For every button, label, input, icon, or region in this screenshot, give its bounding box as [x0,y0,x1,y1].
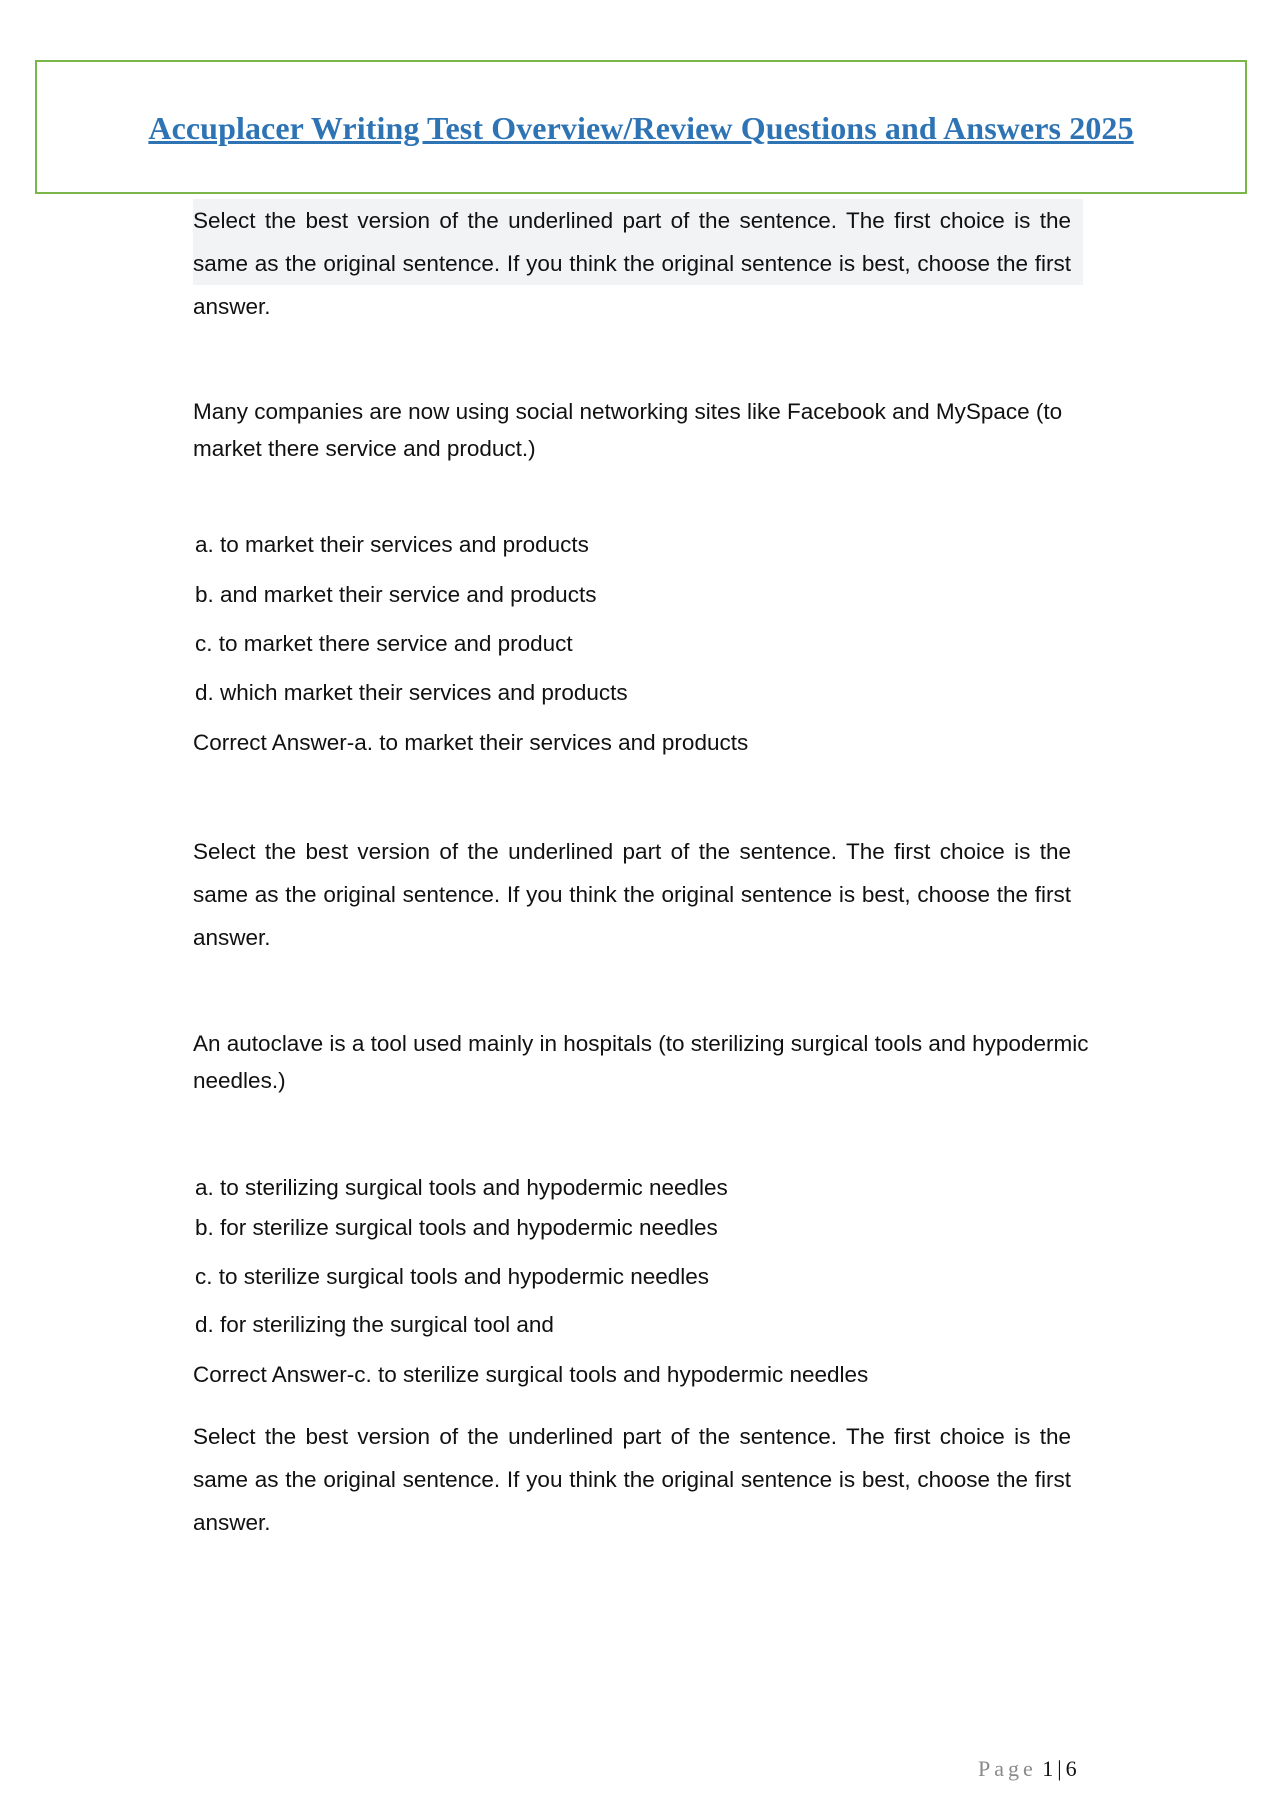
document-title: Accuplacer Writing Test Overview/Review Questions and Answers 2025 [148,110,1134,146]
instruction-1: Select the best version of the underlined part of the sentence. The first choice is the same as the original sentence. If you think the original sentence is best, choose the first answer. [193,199,1083,328]
question-2-option-d: d. for sterilizing the surgical tool and [195,1312,554,1337]
question-2-option-b: b. for sterilize surgical tools and hypodermic needles [195,1215,718,1240]
instruction-3: Select the best version of the underlined part of the sentence. The first choice is the same as the original sentence. If you think the original sentence is best, choose the first answer. [193,1424,1071,1535]
question-2-option-a: a. to sterilizing surgical tools and hypodermic needles [195,1175,728,1200]
question-1-answer: Correct Answer-a. to market their services and products [193,730,749,755]
question-1-option-b: b. and market their service and products [195,582,597,607]
question-1-option-d: d. which market their services and products [195,680,628,705]
page-total: 6 [1065,1756,1077,1781]
question-1-option-a: a. to market their services and products [195,532,589,557]
question-1-sentence: Many companies are now using social networking sites like Facebook and MySpace (to market there service and product.) [193,399,1063,461]
question-2-option-c: c. to sterilize surgical tools and hypodermic needles [195,1264,710,1289]
page-footer [978,1756,1077,1782]
page-separator: | [1057,1756,1062,1781]
title-box [35,60,1247,194]
page-number: 1 [1042,1756,1054,1781]
instruction-2: Select the best version of the underlined part of the sentence. The first choice is the same as the original sentence. If you think the original sentence is best, choose the first answer. [193,839,1071,950]
question-1-option-c: c. to market there service and product [195,631,573,656]
page-label: Page [978,1756,1037,1781]
question-2-sentence: An autoclave is a tool used mainly in hospitals (to sterilizing surgical tools and hypodermic needles.) [193,1031,1089,1093]
question-2-answer: Correct Answer-c. to sterilize surgical tools and hypodermic needles [193,1362,869,1387]
